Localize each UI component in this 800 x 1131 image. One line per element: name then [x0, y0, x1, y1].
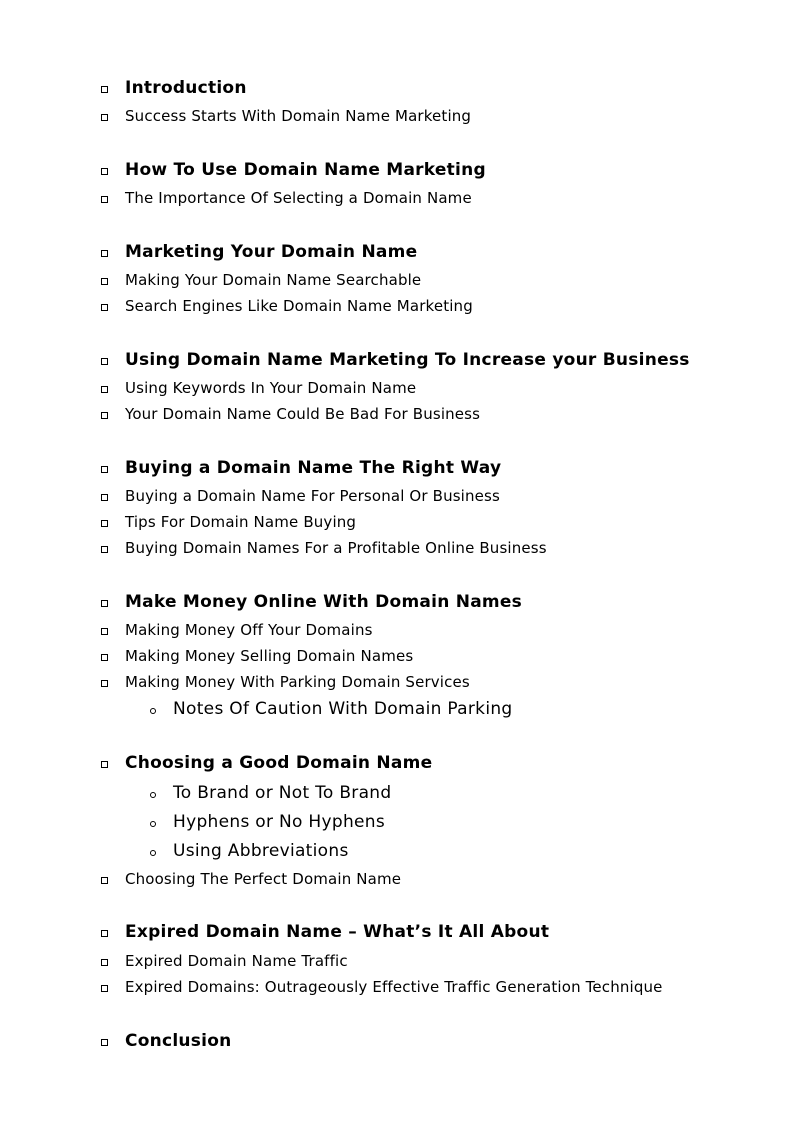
circle-bullet-icon — [150, 821, 156, 827]
square-bullet-icon — [101, 86, 108, 93]
square-bullet-icon — [101, 546, 108, 553]
square-bullet-icon — [101, 466, 108, 473]
section-title: Conclusion — [125, 1031, 232, 1051]
square-bullet-icon — [101, 196, 108, 203]
list-item-label: Buying a Domain Name For Personal Or Business — [125, 487, 500, 505]
list-item-label: Expired Domains: Outrageously Effective Traffic Generation Technique — [125, 978, 663, 996]
circle-bullet-icon — [150, 850, 156, 856]
list-item-label: Making Money Selling Domain Names — [125, 647, 414, 665]
square-bullet-icon — [101, 250, 108, 257]
square-bullet-icon — [101, 386, 108, 393]
list-item-label: Success Starts With Domain Name Marketing — [125, 107, 472, 125]
section-title: Introduction — [125, 78, 247, 98]
square-bullet-icon — [101, 358, 108, 365]
square-bullet-icon — [101, 761, 108, 768]
square-bullet-icon — [101, 412, 108, 419]
section-title: Expired Domain Name – What’s It All About — [125, 922, 550, 942]
square-bullet-icon — [101, 600, 108, 607]
list-item-label: Search Engines Like Domain Name Marketing — [125, 297, 473, 315]
list-item-label: Your Domain Name Could Be Bad For Business — [125, 405, 481, 423]
list-item-label: Making Money With Parking Domain Services — [125, 673, 470, 691]
list-item-label: Expired Domain Name Traffic — [125, 952, 348, 970]
square-bullet-icon — [101, 304, 108, 311]
square-bullet-icon — [101, 114, 108, 121]
sub-list-item-label: To Brand or Not To Brand — [173, 783, 392, 803]
square-bullet-icon — [101, 168, 108, 175]
list-item-label: Tips For Domain Name Buying — [125, 513, 357, 531]
square-bullet-icon — [101, 494, 108, 501]
square-bullet-icon — [101, 654, 108, 661]
section-title: Make Money Online With Domain Names — [125, 592, 523, 612]
list-item-label: Buying Domain Names For a Profitable Online Business — [125, 539, 547, 557]
square-bullet-icon — [101, 520, 108, 527]
square-bullet-icon — [101, 680, 108, 687]
sub-list-item-label: Using Abbreviations — [173, 841, 349, 861]
list-item-label: Using Keywords In Your Domain Name — [125, 379, 417, 397]
square-bullet-icon — [101, 985, 108, 992]
list-item-label: Making Money Off Your Domains — [125, 621, 373, 639]
square-bullet-icon — [101, 628, 108, 635]
square-bullet-icon — [101, 930, 108, 937]
list-item-label: Choosing The Perfect Domain Name — [125, 870, 402, 888]
square-bullet-icon — [101, 959, 108, 966]
square-bullet-icon — [101, 1039, 108, 1046]
list-item-label: The Importance Of Selecting a Domain Name — [125, 189, 472, 207]
circle-bullet-icon — [150, 708, 156, 714]
circle-bullet-icon — [150, 792, 156, 798]
square-bullet-icon — [101, 877, 108, 884]
section-title: Marketing Your Domain Name — [125, 242, 418, 262]
list-item-label: Making Your Domain Name Searchable — [125, 271, 422, 289]
sub-list-item-label: Hyphens or No Hyphens — [173, 812, 386, 832]
sub-list-item-label: Notes Of Caution With Domain Parking — [173, 699, 513, 719]
section-title: Buying a Domain Name The Right Way — [125, 458, 502, 478]
square-bullet-icon — [101, 278, 108, 285]
section-title: Using Domain Name Marketing To Increase your Business — [125, 350, 690, 370]
section-title: How To Use Domain Name Marketing — [125, 160, 486, 180]
section-title: Choosing a Good Domain Name — [125, 753, 433, 773]
